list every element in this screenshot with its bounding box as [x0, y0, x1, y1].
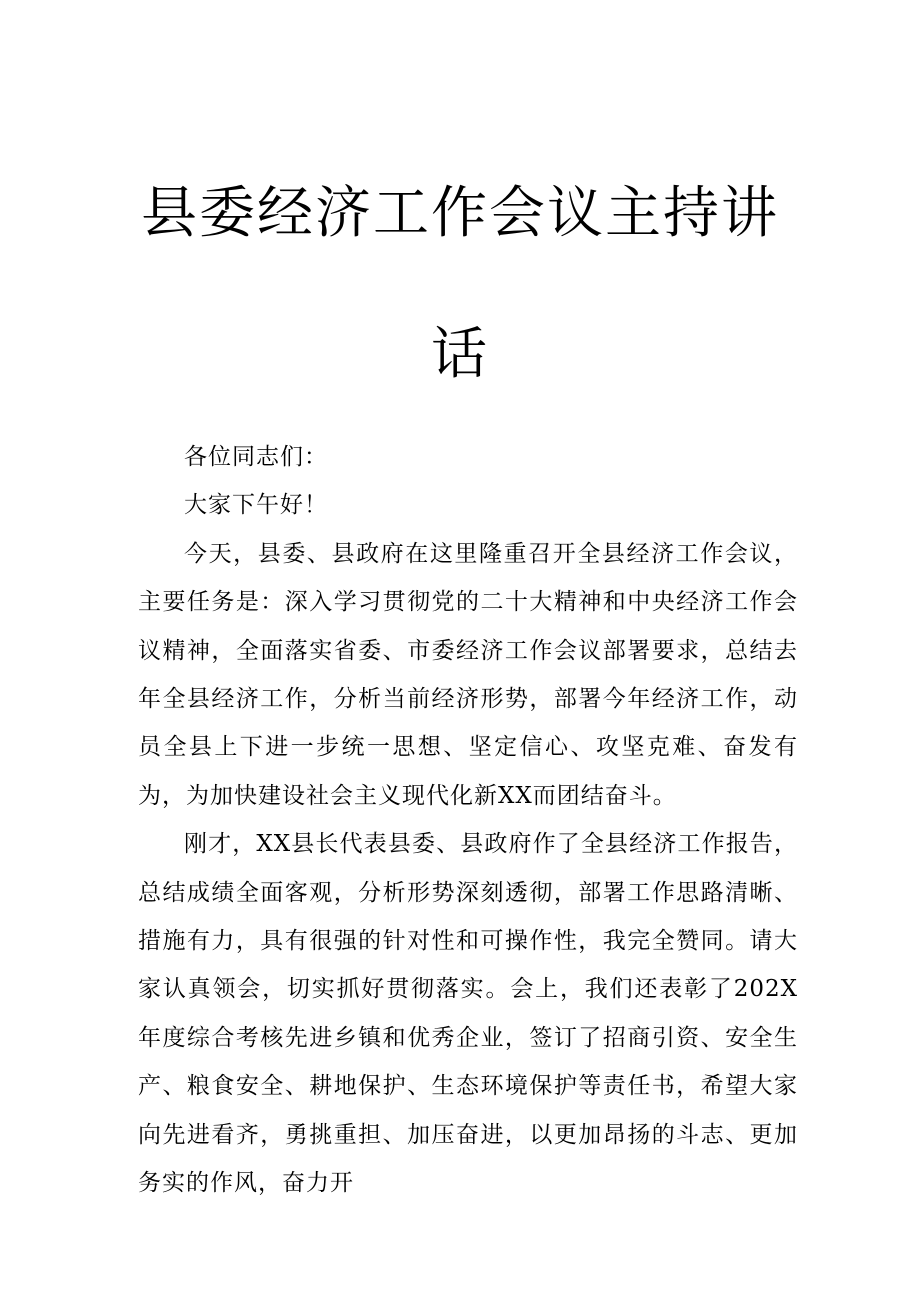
document-body	[138, 433, 798, 1197]
document-title-line-2: 话	[431, 322, 489, 387]
paragraph-greeting: 各位同志们：	[184, 444, 328, 470]
paragraph-meeting-purpose: 今天，县委、县政府在这里隆重召开全县经济工作会议，主要任务是：深入学习贯彻党的二十大精神和中央经济工作会议精神，全面落实省委、市委经济工作会议部署要求，总结去年全县经济工作，分析当前经济形势，部署今年经济工作，动员全县上下进一步统一思想、坚定信心、攻坚克难、奋发有为，为加快建设社会主义现代化新XX而团结奋斗。	[138, 540, 798, 809]
document-title-line-1: 县委经济工作会议主持讲	[141, 181, 779, 246]
paragraph-hello: 大家下午好！	[184, 492, 328, 519]
paragraph-report-review: 刚才，XX县长代表县委、县政府作了全县经济工作报告，总结成绩全面客观，分析形势深刻透彻，部署工作思路清晰、措施有力，具有很强的针对性和可操作性，我完全赞同。请大家认真领会，切实抓好贯彻落实。会上，我们还表彰了202X年度综合考核先进乡镇和优秀企业，签订了招商引资、安全生产、粮食安全、耕地保护、生态环境保护等责任书，希望大家向先进看齐，勇挑重担、加压奋进，以更加昂扬的斗志、更加务实的作风，奋力开	[138, 831, 798, 1197]
